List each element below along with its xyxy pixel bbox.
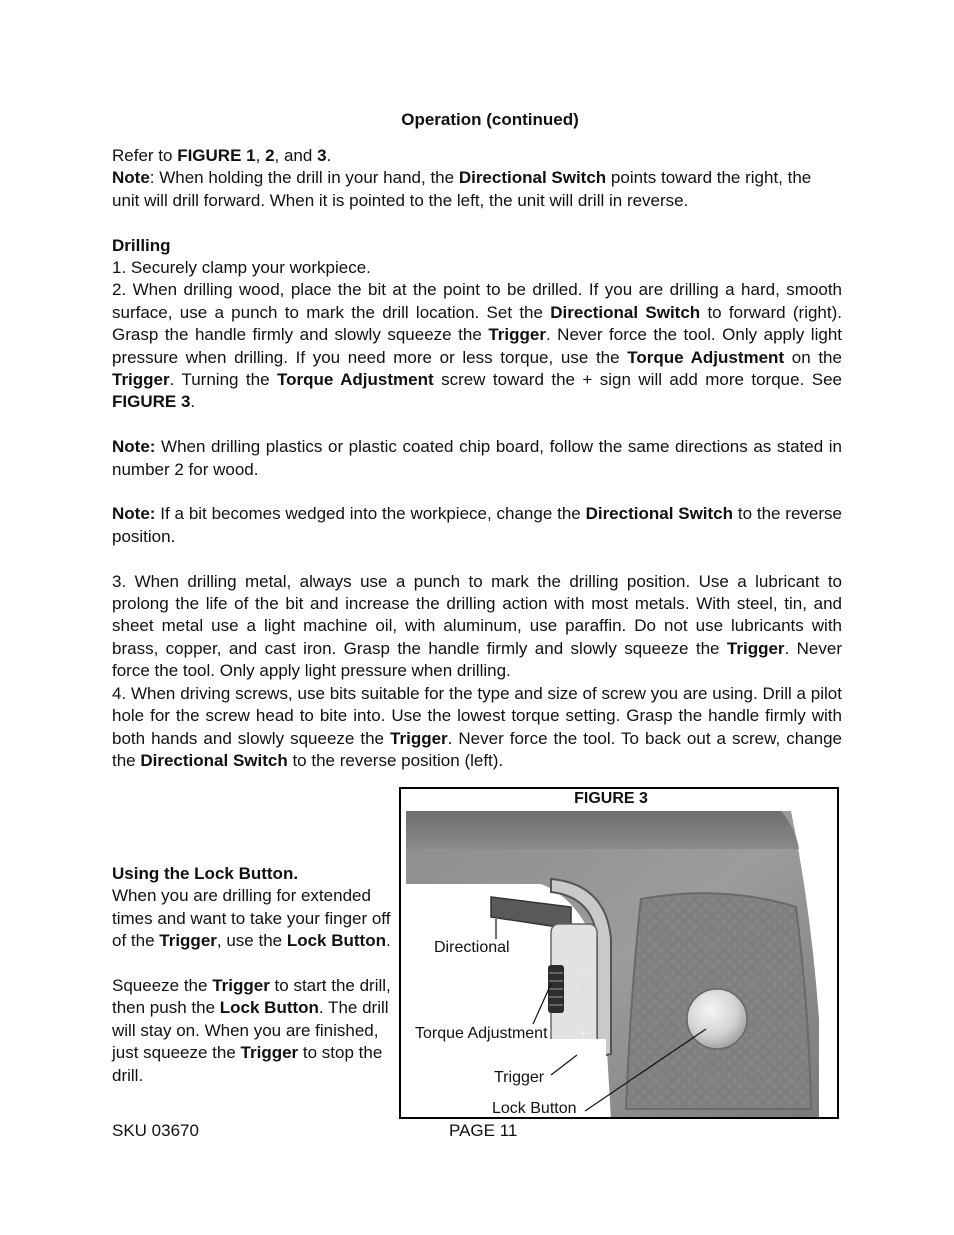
label-lock-button: Lock Button	[492, 1100, 577, 1117]
figure-3	[399, 787, 839, 1119]
drilling-step-4: 4. When driving screws, use bits suitable for the type and size of screw you are using. Drill a pilot hole for the screw head to bite into. Use the lowest torque setting. Grasp the handle firmly with both hands and slowly squeeze the Trigger. Never force the tool. To back out a screw, change the Directional Switch to the reverse position (left).	[112, 683, 842, 770]
symbol-up-arrow: ▲	[578, 979, 589, 991]
note-wedged: Note: If a bit becomes wedged into the workpiece, change the Directional Switch to the reverse position.	[112, 504, 842, 546]
drilling-title: Drilling	[112, 235, 171, 255]
section-heading: Operation (continued)	[401, 110, 579, 129]
note-directional: Note: When holding the drill in your hand, the Directional Switch points toward the right, the unit will drill forward. When it is pointed to the left, the unit will drill in reverse.	[112, 168, 812, 210]
symbol-down-arrow: ▼	[578, 1003, 589, 1015]
lock-title: Using the Lock Button.	[112, 864, 299, 883]
lock-paragraph-1: When you are drilling for extended times and want to take your finger off of the Trigger, use the Lock Button.	[112, 886, 391, 951]
body-text	[112, 145, 842, 772]
drilling-step-3: 3. When drilling metal, always use a punch to mark the drilling position. Use a lubricant to prolong the life of the bit and increase the drilling action with most metals. With steel, tin, and sheet metal use a light machine oil, with aluminum, use paraffin. Do not use lubricants with brass, copper, and cast iron. Grasp the handle firmly and slowly squeeze the Trigger. Never force the tool. Only apply light pressure when drilling.	[112, 571, 842, 681]
label-trigger: Trigger	[494, 1069, 545, 1086]
label-torque-adjustment: Torque Adjustment	[415, 1025, 548, 1042]
figure-title: FIGURE 3	[574, 790, 648, 807]
note-plastics: Note: When drilling plastics or plastic coated chip board, follow the same directions as stated in number 2 for wood.	[112, 437, 842, 479]
lock-paragraph-2: Squeeze the Trigger to start the drill, then push the Lock Button. The drill will stay on. When you are finished, just squeeze the Trigger to stop the drill.	[112, 976, 391, 1085]
symbol-plus: +	[579, 1025, 588, 1042]
refer-line: Refer to FIGURE 1, 2, and 3.	[112, 146, 332, 165]
footer-page-number: PAGE 11	[449, 1121, 518, 1140]
drilling-step-2: 2. When drilling wood, place the bit at the point to be drilled. If you are drilling a hard, smooth surface, use a punch to mark the drill location. Set the Directional Switch to forward (right). Grasp the handle firmly and slowly squeeze the Trigger. Never force the tool. Only apply light pressure when drilling. If you need more or less torque, use the Torque Adjustment on the Trigger. Turning the Torque Adjustment screw toward the + sign will add more torque. See FIGURE 3.	[112, 280, 842, 412]
lock-button-section	[112, 863, 402, 1087]
symbol-minus: −	[579, 965, 587, 980]
footer-sku: SKU 03670	[112, 1121, 199, 1140]
drilling-step-1: 1. Securely clamp your workpiece.	[112, 258, 371, 278]
label-directional: Directional	[434, 939, 510, 956]
